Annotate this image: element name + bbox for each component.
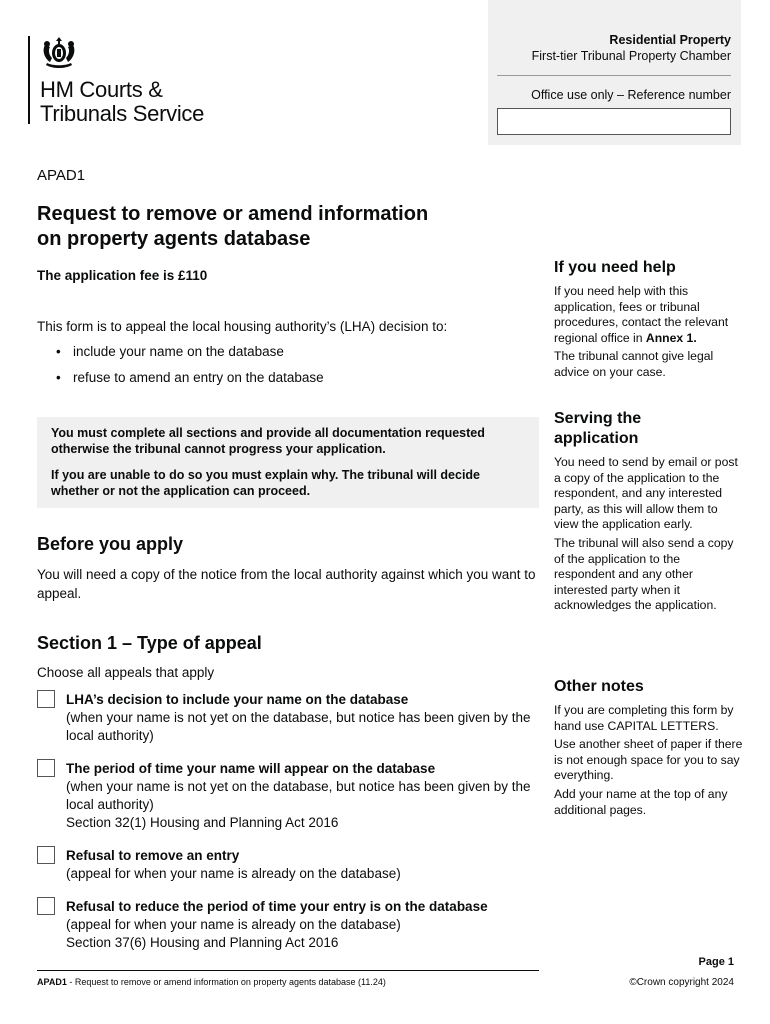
royal-crest-icon [41, 36, 77, 70]
list-item: • refuse to amend an entry on the database [56, 370, 324, 396]
option-detail: (appeal for when your name is already on the database) [66, 917, 401, 932]
office-use-box [488, 0, 741, 145]
serving-text: You need to send by email or post a copy of the application to the respondent, and any interested party, as this will allow them to view the application early. [554, 455, 738, 532]
requirements-notice [37, 417, 539, 508]
footer-form-reference [37, 977, 386, 987]
logo-text [40, 78, 204, 126]
option-legal-reference: Section 37(6) Housing and Planning Act 2016 [66, 935, 339, 950]
office-title: Residential Property [609, 33, 731, 47]
period-of-time-checkbox[interactable] [37, 759, 55, 777]
title-line-2: on property agents database [37, 228, 311, 250]
copyright: ©Crown copyright 2024 [629, 977, 734, 988]
title-line-1: Request to remove or amend information [37, 203, 429, 225]
other-notes-section [554, 677, 744, 818]
office-subtitle: First-tier Tribunal Property Chamber [531, 49, 731, 63]
logo-line-1: HM Courts & [40, 77, 163, 102]
annex-1-link[interactable]: Annex 1. [645, 330, 697, 345]
footer-description: - Request to remove or amend information on property agents database (11.24) [66, 977, 386, 987]
serving-heading [554, 409, 744, 449]
help-heading: If you need help [554, 259, 676, 276]
notes-text: Add your name at the top of any additional pages. [554, 786, 728, 817]
decision-list [56, 344, 324, 396]
option-detail: (when your name is not yet on the database, but notice has been given by the local authority) [66, 710, 531, 743]
serving-heading-line-1: Serving the [554, 410, 642, 427]
option-title: Refusal to remove an entry [66, 848, 240, 863]
footer-divider [37, 970, 539, 971]
hmcts-logo [28, 36, 205, 126]
logo-line-2: Tribunals Service [40, 101, 205, 126]
other-notes-heading: Other notes [554, 678, 644, 695]
remove-entry-checkbox[interactable] [37, 846, 55, 864]
option-title: The period of time your name will appear on the database [66, 761, 436, 776]
notice-paragraph: You must complete all sections and provide all documentation requested otherwise the tribunal cannot progress your application. [51, 426, 485, 456]
form-code: APAD1 [37, 167, 86, 184]
reduce-period-checkbox[interactable] [37, 897, 55, 915]
application-fee: The application fee is £110 [37, 268, 208, 283]
before-you-apply-text: You will need a copy of the notice from the local authority against which you want to appeal. [37, 567, 536, 601]
footer-code: APAD1 [37, 977, 67, 987]
reference-number-field[interactable] [497, 108, 731, 135]
option-text [66, 760, 541, 832]
option-title: Refusal to reduce the period of time your entry is on the database [66, 899, 488, 914]
page-title [37, 202, 507, 252]
help-text [554, 284, 744, 346]
notes-text: If you are completing this form by hand use CAPITAL LETTERS. [554, 703, 734, 733]
option-legal-reference: Section 32(1) Housing and Planning Act 2016 [66, 815, 339, 830]
office-divider [497, 75, 731, 76]
reference-label: Office use only – Reference number [531, 88, 731, 102]
option-text [66, 898, 541, 952]
option-detail: (when your name is not yet on the database, but notice has been given by the local authority) [66, 779, 531, 812]
page-number: Page 1 [698, 956, 734, 968]
section-1-heading: Section 1 – Type of appeal [37, 633, 262, 653]
legal-advice-text: The tribunal cannot give legal advice on your case. [554, 349, 714, 379]
help-section [554, 258, 744, 381]
list-item: • include your name on the database [56, 344, 324, 370]
option-detail: (appeal for when your name is already on the database) [66, 866, 401, 881]
serving-heading-line-2: application [554, 430, 639, 447]
section-1-instruction: Choose all appeals that apply [37, 665, 215, 680]
help-text-body: If you need help with this application, fees or tribunal procedures, contact the relevant regional office in [554, 284, 729, 345]
notice-paragraph: If you are unable to do so you must explain why. The tribunal will decide whether or not the application can proceed. [51, 468, 480, 498]
option-text [66, 847, 541, 883]
option-title: LHA’s decision to include your name on the database [66, 692, 409, 707]
notes-text: Use another sheet of paper if there is not enough space for you to say everything. [554, 737, 743, 783]
option-text [66, 691, 541, 745]
intro-text: This form is to appeal the local housing authority’s (LHA) decision to: [37, 319, 448, 334]
serving-section [554, 409, 744, 614]
serving-text: The tribunal will also send a copy of the application to the respondent and any other interested party when it acknowledges the application. [554, 535, 734, 613]
include-name-checkbox[interactable] [37, 690, 55, 708]
before-you-apply-heading: Before you apply [37, 534, 184, 554]
